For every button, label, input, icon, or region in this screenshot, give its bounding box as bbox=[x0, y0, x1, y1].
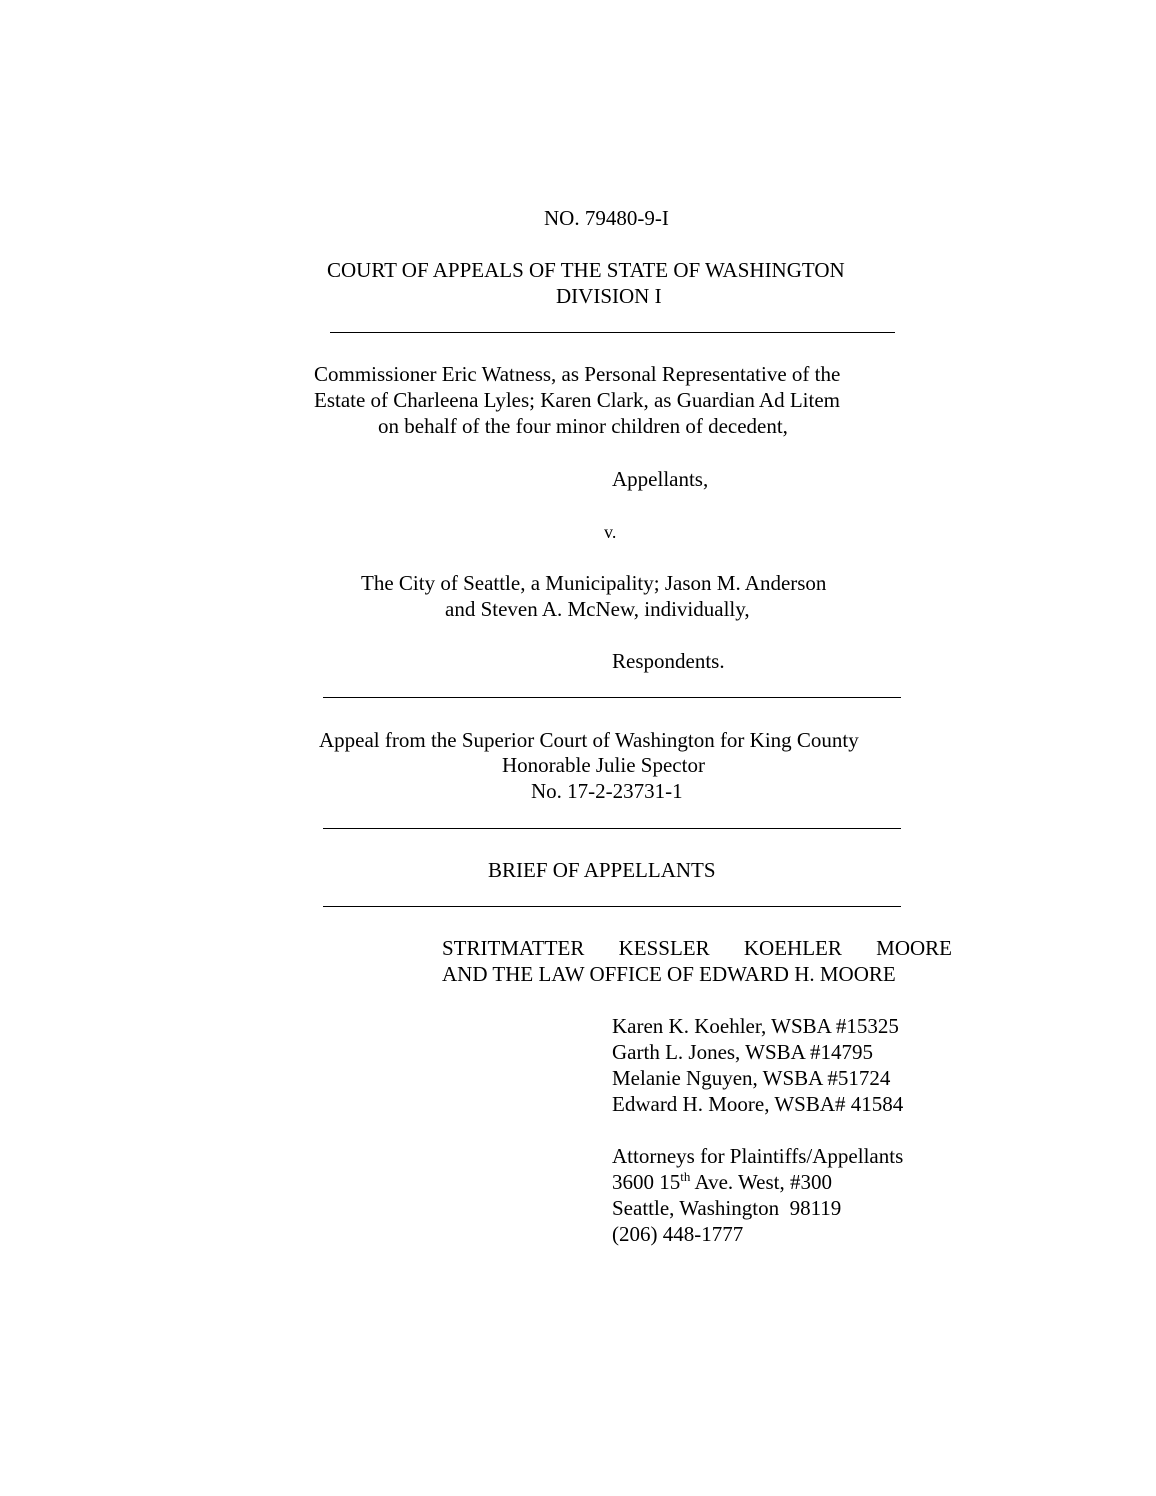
respondents-line-1: The City of Seattle, a Municipality; Jason M. Anderson bbox=[361, 571, 827, 595]
divider bbox=[323, 697, 901, 698]
attorney-line: Garth L. Jones, WSBA #14795 bbox=[612, 1040, 873, 1064]
appellants-role: Appellants, bbox=[612, 467, 709, 491]
court-division: DIVISION I bbox=[556, 284, 662, 308]
appellants-line-3: on behalf of the four minor children of decedent, bbox=[378, 414, 788, 438]
appeal-case-number: No. 17-2-23731-1 bbox=[531, 779, 683, 803]
appellants-line-2: Estate of Charleena Lyles; Karen Clark, as Guardian Ad Litem bbox=[314, 388, 840, 412]
street-address bbox=[612, 1169, 832, 1195]
appellants-line-1: Commissioner Eric Watness, as Personal Representative of the bbox=[314, 362, 841, 386]
firm-name-line-2: AND THE LAW OFFICE OF EDWARD H. MOORE bbox=[442, 962, 896, 986]
firm-word: STRITMATTER bbox=[442, 936, 585, 960]
respondents-role: Respondents. bbox=[612, 649, 725, 673]
court-name: COURT OF APPEALS OF THE STATE OF WASHINGTON bbox=[327, 258, 845, 282]
case-number: NO. 79480-9-I bbox=[544, 206, 669, 230]
brief-title: BRIEF OF APPELLANTS bbox=[488, 858, 716, 882]
street-suffix: th bbox=[680, 1169, 691, 1184]
firm-name-line-1 bbox=[442, 935, 952, 961]
attorney-line: Melanie Nguyen, WSBA #51724 bbox=[612, 1066, 891, 1090]
street-number: 3600 15 bbox=[612, 1170, 681, 1194]
attorney-line: Karen K. Koehler, WSBA #15325 bbox=[612, 1014, 899, 1038]
firm-word: KESSLER bbox=[618, 936, 710, 960]
divider bbox=[323, 906, 901, 907]
firm-word: MOORE bbox=[876, 936, 952, 960]
divider bbox=[330, 332, 895, 333]
city-state-zip: Seattle, Washington 98119 bbox=[612, 1196, 842, 1220]
respondents-line-2: and Steven A. McNew, individually, bbox=[445, 597, 750, 621]
firm-word: KOEHLER bbox=[743, 936, 842, 960]
attorney-line: Edward H. Moore, WSBA# 41584 bbox=[612, 1092, 904, 1116]
divider bbox=[323, 828, 901, 829]
appeal-court: Appeal from the Superior Court of Washington for King County bbox=[319, 728, 859, 752]
phone-number: (206) 448-1777 bbox=[612, 1222, 744, 1246]
versus: v. bbox=[604, 522, 617, 542]
appeal-judge: Honorable Julie Spector bbox=[502, 753, 705, 777]
attorneys-role: Attorneys for Plaintiffs/Appellants bbox=[612, 1144, 904, 1168]
street-rest: Ave. West, #300 bbox=[690, 1170, 832, 1194]
